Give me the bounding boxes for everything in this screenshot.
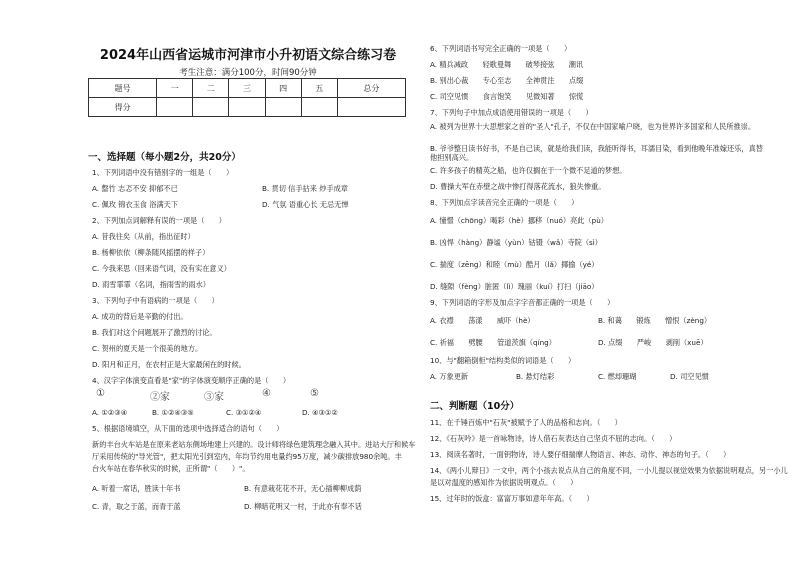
score-value-row: [89, 98, 406, 117]
option-line: A. 精兵减政 轻歌曼舞 破琴接弦 潮讯: [430, 60, 584, 69]
option-line: D. 柳暗花明又一村，于此亦有奉不话: [244, 502, 362, 511]
option-line: B. 和蔼 锻炼 憎恨（zèng）: [598, 316, 712, 325]
option-line: B. 杨柳依依（柳条随风摇摆的样子）: [92, 248, 210, 257]
passage-line: 新的丰台火车站是在原来老站东侧场地建上兴建的。设计师将绿色建筑理念融入其中。进站大厅和候车: [92, 440, 416, 449]
option-line: C. 贺州的夏天是一个很美的地方。: [92, 344, 203, 353]
question-line: 10、与"翻箱倒柜"结构类似的词语是（ ）: [430, 356, 576, 365]
option-line: A. 万象更新: [430, 372, 469, 381]
option-line: C. 司空见惯 食言饱笑 见微知著 惊慌: [430, 92, 584, 101]
judge-line: 13、阅读名著时，一面钥物诗，诗人要仔细揣摩人物语言、神态、动作、神态的句子。（ ）: [430, 450, 731, 459]
score-cell: [193, 98, 229, 117]
option-line: B. 别出心裁 专心至志 全神贯注 点缀: [430, 76, 584, 85]
option-line: D. 气氛 语重心长 无忌无惮: [262, 200, 349, 209]
question-line: 5、根据语境填空，从下面的选项中选择适合的语句（ ）: [92, 424, 284, 433]
judge-line: 11、在千锤百炼中"石灰"被赋予了人的品格和志向。（ ）: [430, 418, 622, 427]
option-line: A. 被列为世界十大思想家之首的"圣人"孔子，不仅在中国家喻户晓，也为世界许多国家和人民所推崇。: [430, 122, 756, 131]
option-line: C. ③①②④: [226, 408, 262, 417]
question-line: 4、汉字字体演变直看是"家"的字体演变顺序正确的是（ ）: [92, 376, 291, 385]
option-line: B. 悬灯结彩: [516, 372, 555, 381]
option-line: B. 有意栽花花不开，无心插柳柳成荫: [244, 484, 362, 493]
option-line: A. 罄竹 志忑不安 抑郁不已: [92, 184, 178, 193]
option-line: A. 衣襟 荡漾 威吓（hè）: [430, 316, 535, 325]
option-line: B. 贯切 信手拈来 炒手成章: [262, 184, 348, 193]
option-line: D. 阳月和正月，在农村正是大家最闲在的时候。: [92, 360, 246, 369]
option-line: D. 雨雪霏霏（名词，指雨雪的雨水）: [92, 280, 210, 289]
score-header-cell: 题号: [89, 79, 157, 98]
option-line: D. ④③①②: [302, 408, 338, 417]
option-line: C. 祈福 劈腰 管道茨旗（qíng）: [430, 338, 556, 347]
score-cell: [337, 98, 405, 117]
option-line: A. 憧憬（chōng）喝彩（hè）挪移（nuó）亮此（pù）: [430, 216, 608, 225]
option-line: B. 爷爷整日读书好书，不是自己读，就是给我们读，我能听得书，耳濡目染，看到他晚年准嫁还乐，真替他担别高兴。: [430, 144, 763, 162]
exam-notice: 考生注意：满分100分，时间90分钟: [179, 68, 317, 78]
glyph-image-5: ⑤: [310, 388, 319, 399]
passage-line: 台火车站在春华秋实的时候，正所谓"（ ）"。: [92, 464, 250, 473]
option-line: D. 点缀 严峻 剥削（xuē）: [598, 338, 708, 347]
option-line: B. ①②④③⑤: [152, 408, 194, 417]
question-line: 6、下列词语书写完全正确的一项是（ ）: [430, 44, 572, 53]
option-line: B. 我们对这个问题展开了激烈的讨论。: [92, 328, 217, 337]
section-heading-judge: 二、判断题（10分）: [430, 401, 520, 412]
option-line: D. 司空见惯: [670, 372, 709, 381]
question-line: 2、下列加点词解释有误的一项是（ ）: [92, 216, 226, 225]
option-line: A. 成功的背后是辛勤的付出。: [92, 312, 188, 321]
option-line: D. 曹操大军在赤壁之战中惨打得落花流水，狼失惨重。: [430, 182, 606, 191]
option-line: A. 昔我往矣（从前，指出征时）: [92, 232, 195, 241]
option-line: C. 青，取之于蓝，而青于蓝: [92, 502, 181, 511]
score-header-cell: 三: [229, 79, 265, 98]
score-table: [88, 78, 406, 117]
option-line: A. ①②③④: [92, 408, 128, 417]
option-line: C. 许多孩子的精英之船，也许仅搁在于一个微不足道的梦想。: [430, 166, 627, 175]
glyph-image-2: ②家: [150, 392, 170, 403]
option-line: A. 听着一席话，胜读十年书: [92, 484, 181, 493]
score-header-cell: 五: [301, 79, 337, 98]
score-header-cell: 二: [193, 79, 229, 98]
score-header-row: [89, 79, 406, 98]
score-header-cell: 总分: [337, 79, 405, 98]
glyph-image-1: ①: [96, 388, 105, 399]
judge-line: 是以对温度的感知作为依据说明观点。（ ）: [430, 478, 578, 487]
score-cell: [301, 98, 337, 117]
glyph-image-4: ④: [262, 388, 271, 399]
question-line: 3、下列句子中有语病的一项是（ ）: [92, 296, 219, 305]
score-cell: [229, 98, 265, 117]
option-line: C. 揣度（zēng）和睦（mù）酷月（lǎ）揶揄（yé）: [430, 260, 599, 269]
passage-line: 厅采用传统的"导光管"，把太阳光引到室内，年均节约用电量约95万度，减少碳排放980余吨。丰: [92, 452, 402, 461]
question-line: 8、下列加点字读音完全正确的一项是（ ）: [430, 198, 579, 207]
glyph-image-3: ③家: [204, 392, 224, 403]
option-line: C. 佩玫 锦衣玉食 浴满天下: [92, 200, 179, 209]
option-line: D. 缝隙（fèng）脏匿（lì）瑰丽（kuí）打扫（jiāo）: [430, 282, 599, 291]
score-row-label: 得分: [89, 98, 157, 117]
score-cell: [157, 98, 193, 117]
question-line: 7、下列句子中加点成语使用错误的一项是（ ）: [430, 108, 593, 117]
option-line: B. 凶悍（hàng）静谧（yùn）钴镊（wǎ）寺院（sì）: [430, 238, 602, 247]
option-line: C. 燃却珊瑚: [598, 372, 637, 381]
judge-line: 12、《石灰吟》是一首咏物诗，诗人借石灰表达自己坚贞不屈的志向。（ ）: [430, 434, 677, 443]
question-line: 9、下列词语的字形及加点字字音都正确的一项是（ ）: [430, 298, 615, 307]
score-header-cell: 一: [157, 79, 193, 98]
option-line: C. 今我来思（回来语气词，没有实在意义）: [92, 264, 231, 273]
judge-line: 14、《两小儿辩日》一文中，两个小孩去说点从自己的角度不同，一小儿提以视觉效果为依据说明观点，另一小儿: [430, 466, 788, 475]
score-cell: [265, 98, 301, 117]
judge-line: 15、过年时的饭盒：富富万事如意年年高。（ ）: [430, 494, 594, 503]
page-title: 2024年山西省运城市河津市小升初语文综合练习卷: [99, 48, 397, 63]
question-line: 1、下列词语中没有错别字的一组是（ ）: [92, 168, 234, 177]
section-heading-choice: 一、选择题（每小题2分，共20分）: [88, 152, 241, 163]
score-header-cell: 四: [265, 79, 301, 98]
